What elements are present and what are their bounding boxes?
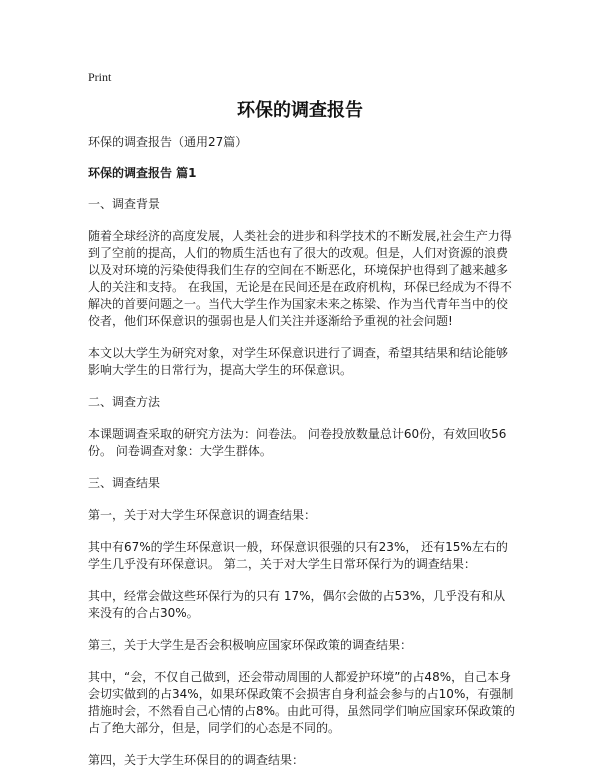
paragraph-background: 随着全球经济的高度发展，人类社会的进步和科学技术的不断发展,社会生产力得到了空前的提高，人们的物质生活也有了很大的改观。但是，人们对资源的浪费以及对环境的污染使得我们生存的空间在不断恶化，环境保护也得到了越来越多人的关注和支持。 在我国，无论是在民间还是在政府机构，环保已经成为不得不解决的首要问题之一。当代大学生作为国家未来之栋梁、作为当代青年当中的佼佼者，他们环保意识的强弱也是人们关注并逐渐给予重视的社会问题!	[88, 229, 512, 328]
section-heading: 环保的调查报告 篇1	[88, 166, 197, 180]
heading-background: 一、调查背景	[88, 197, 161, 211]
print-link[interactable]: Print	[88, 70, 112, 84]
result-1-text: 其中有67%的学生环保意识一般，环保意识很强的只有23%， 还有15%左右的学生几乎没有环保意识。 第二，关于对大学生日常环保行为的调查结果：	[88, 540, 508, 571]
paragraph-method: 本课题调查采取的研究方法为：问卷法。 问卷投放数量总计60份，有效回收56份。 问卷调查对象：大学生群体。	[88, 427, 507, 458]
heading-method: 二、调查方法	[88, 395, 161, 409]
result-3-text: 其中，“会，不仅自己做到，还会带动周围的人都爱护环境”的占48%，自己本身会切实做到的占34%，如果环保政策不会损害自身利益会参与的占10%，有强制措施时会，不然看自己心情的占8%。由此可得，虽然同学们响应国家环保政策的占了绝大部分，但是，同学们的心态是不同的。	[88, 670, 516, 735]
result-2-text: 其中，经常会做这些环保行为的只有 17%，偶尔会做的占53%，几乎没有和从来没有的合占30%。	[88, 589, 506, 620]
result-4-heading: 第四，关于大学生环保目的的调查结果：	[88, 753, 305, 767]
heading-results: 三、调查结果	[88, 476, 161, 490]
document-body	[88, 134, 516, 784]
result-1-heading: 第一，关于对大学生环保意识的调查结果：	[88, 508, 317, 522]
result-3-heading: 第三，关于大学生是否会积极响应国家环保政策的调查结果：	[88, 638, 413, 652]
page-title: 环保的调查报告	[237, 100, 363, 121]
paragraph-purpose: 本文以大学生为研究对象，对学生环保意识进行了调查，希望其结果和结论能够影响大学生的日常行为，提高大学生的环保意识。	[88, 346, 509, 377]
document-subtitle: 环保的调查报告（通用27篇）	[88, 135, 248, 149]
